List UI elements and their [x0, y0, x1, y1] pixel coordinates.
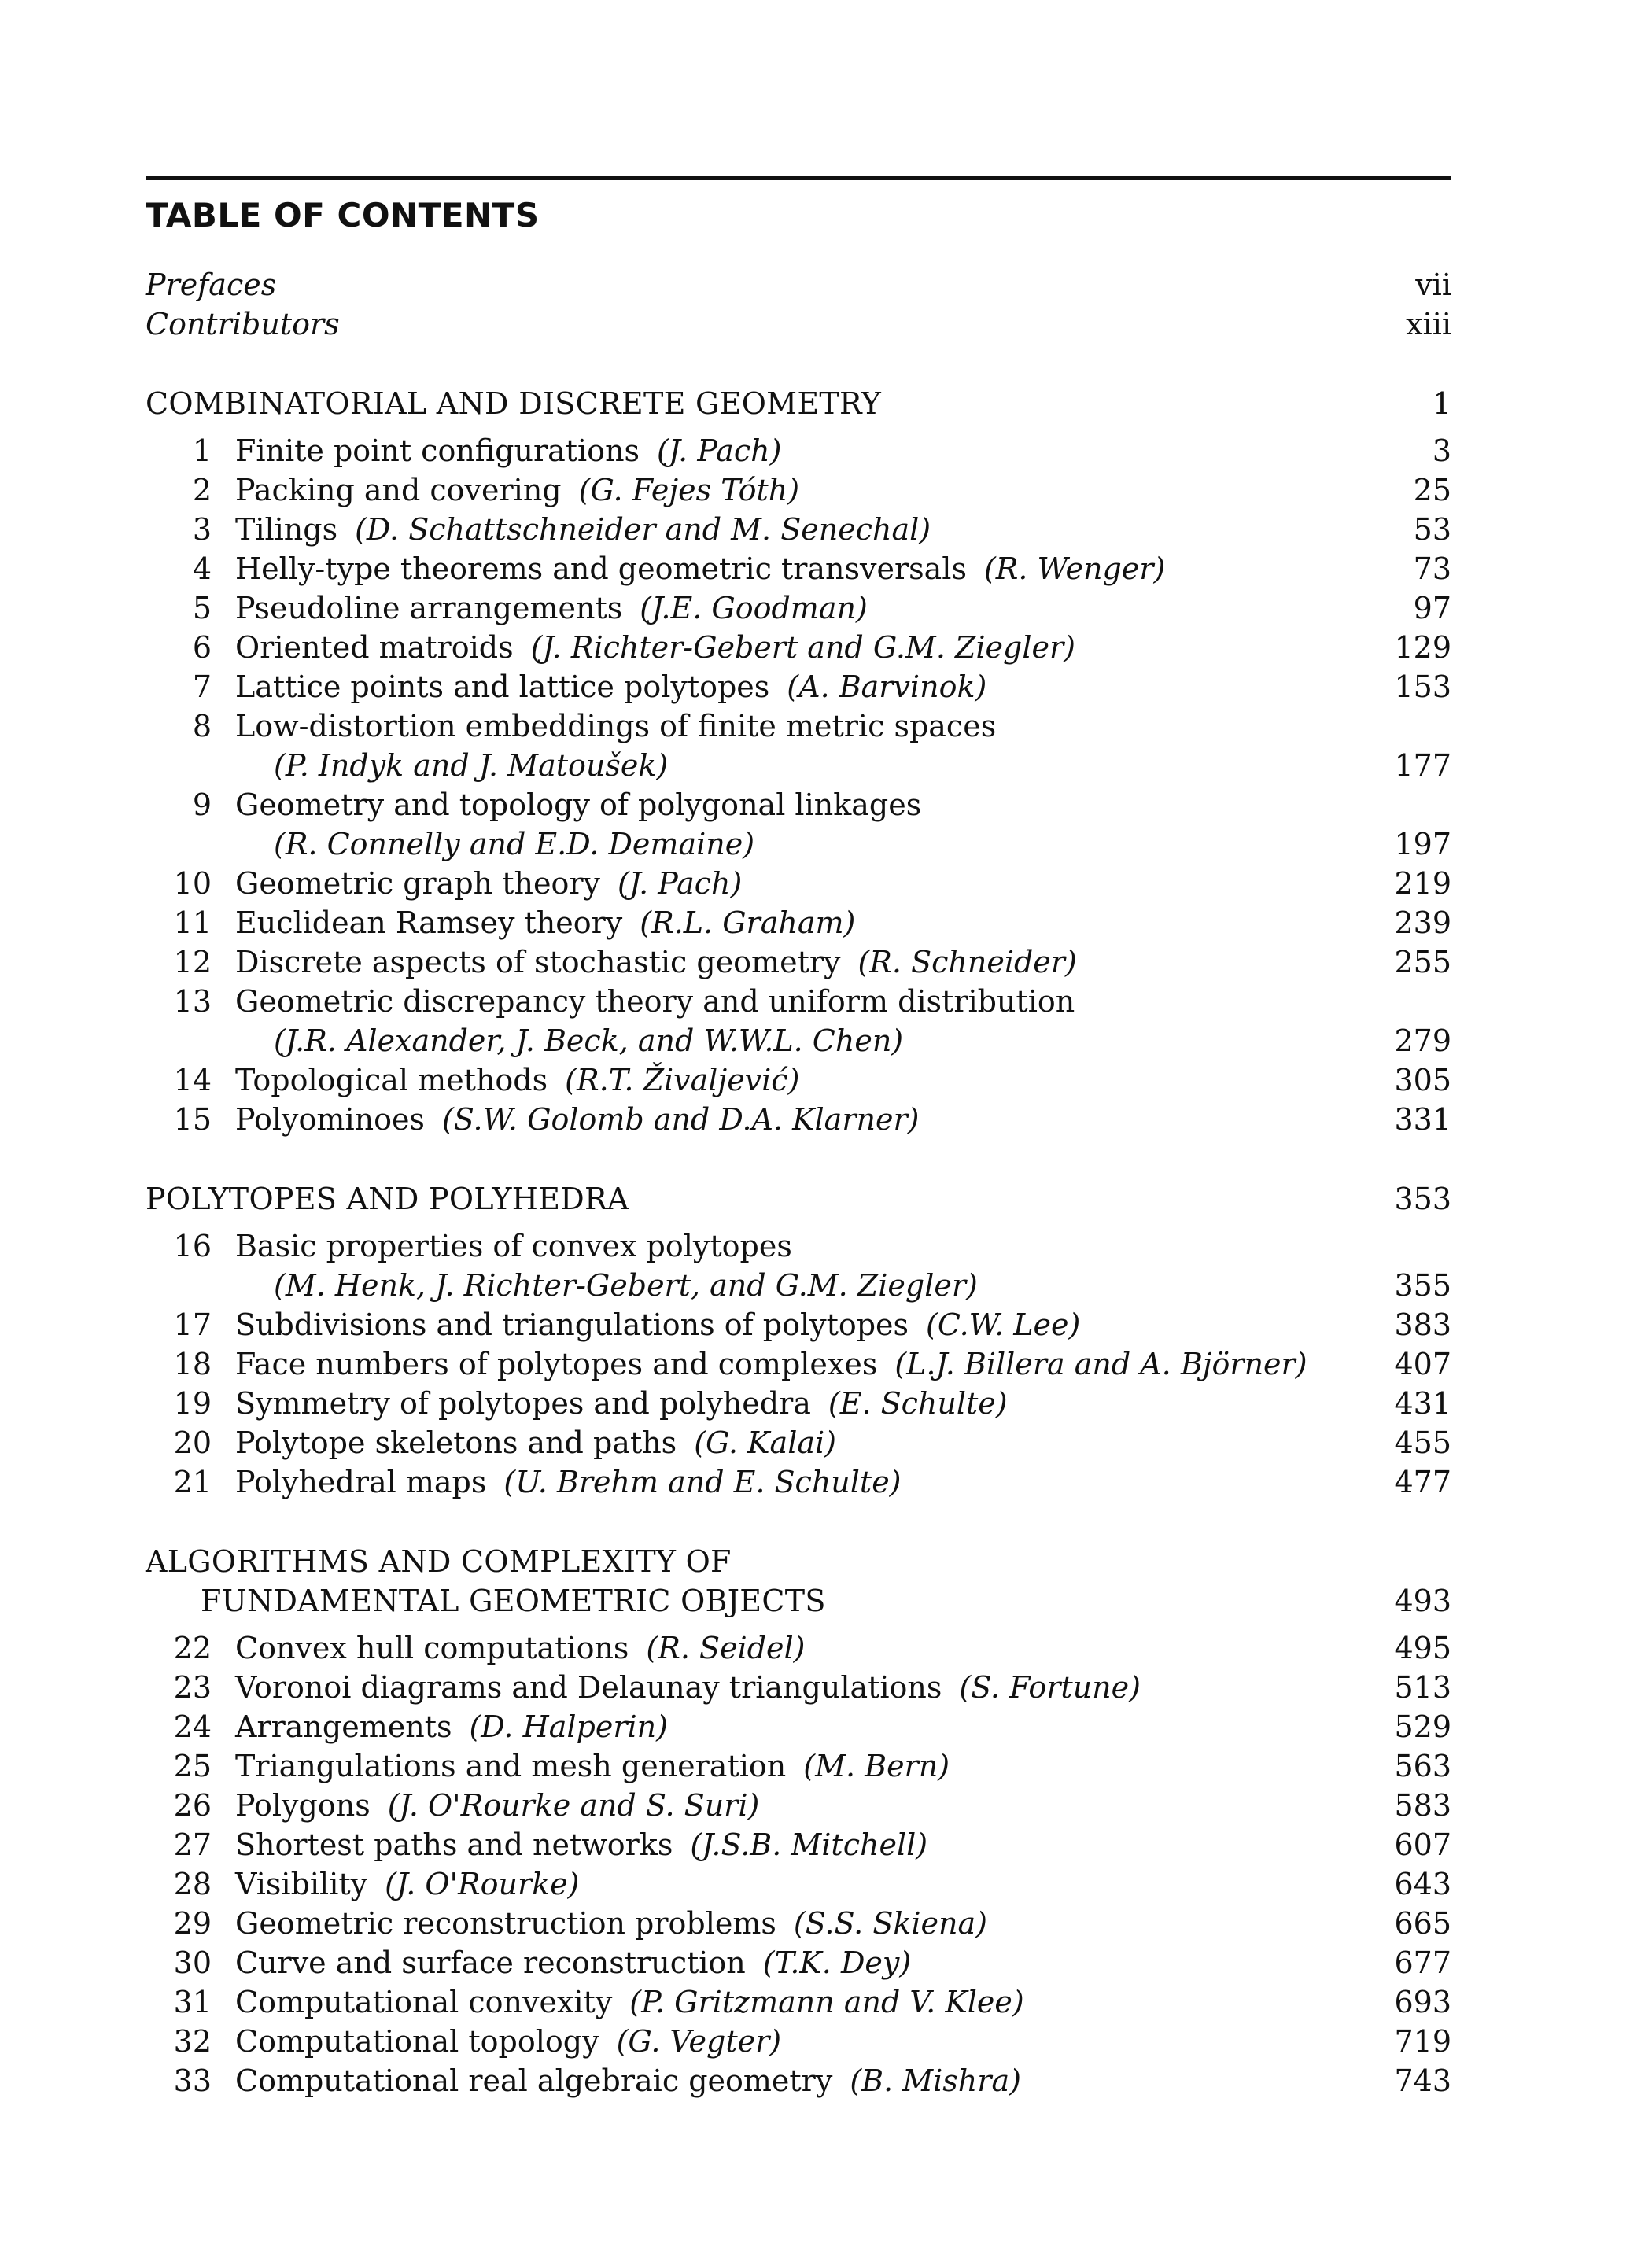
- chapter-row: [146, 785, 1451, 824]
- chapter-title-text: Face numbers of polytopes and complexes: [235, 1347, 878, 1381]
- chapter-title: [235, 1707, 668, 1746]
- chapter-title-text: Computational real algebraic geometry: [235, 2063, 833, 2098]
- chapter-authors: (C.W. Lee): [926, 1307, 1081, 1342]
- chapter-row: [146, 1344, 1451, 1384]
- chapter-authors: (R. Schneider): [857, 945, 1077, 979]
- chapter-authors: (J.R. Alexander, J. Beck, and W.W.L. Chen): [274, 1023, 904, 1058]
- chapter-page: 153: [1394, 669, 1451, 704]
- chapter-page: 355: [1394, 1268, 1451, 1303]
- chapter-row: [146, 667, 1451, 706]
- chapter-title: [235, 1060, 799, 1100]
- chapter-title: [235, 549, 1165, 588]
- toc-section: [146, 384, 1451, 1139]
- chapter-page: 455: [1394, 1425, 1451, 1460]
- chapter-row: [146, 1982, 1451, 2022]
- front-matter-row: [146, 265, 1451, 304]
- chapter-number: 30: [173, 1945, 212, 1980]
- chapter-title: [235, 1628, 805, 1668]
- chapter-title-text: Pseudoline arrangements: [235, 591, 623, 625]
- chapter-row: [146, 942, 1451, 982]
- chapter-title-text: Basic properties of convex polytopes: [235, 1229, 792, 1263]
- chapter-title: [235, 1943, 911, 1982]
- chapter-number: 23: [173, 1670, 212, 1705]
- chapter-title-text: Geometric discrepancy theory and uniform distribution: [235, 984, 1075, 1019]
- chapter-number: 17: [173, 1307, 212, 1342]
- chapter-title: [235, 1825, 927, 1864]
- chapter-row: [146, 706, 1451, 746]
- front-matter-title: Contributors: [146, 307, 340, 341]
- chapter-authors: (J. O'Rourke): [385, 1867, 580, 1901]
- chapter-row-continued: [146, 746, 1451, 785]
- chapter-title-text: Euclidean Ramsey theory: [235, 905, 623, 940]
- chapter-number: 15: [173, 1102, 212, 1137]
- chapter-number: 10: [173, 866, 212, 901]
- chapter-page: 743: [1394, 2063, 1451, 2098]
- chapter-title-text: Polytope skeletons and paths: [235, 1425, 677, 1460]
- chapter-title-text: Convex hull computations: [235, 1631, 629, 1665]
- front-matter-row: [146, 304, 1451, 344]
- chapter-title: [235, 1462, 902, 1502]
- section-title: COMBINATORIAL AND DISCRETE GEOMETRY: [146, 386, 882, 421]
- chapter-authors: (M. Henk, J. Richter-Gebert, and G.M. Ziegler): [274, 1268, 978, 1303]
- chapter-page: 665: [1394, 1906, 1451, 1941]
- front-matter-title: Prefaces: [146, 267, 277, 302]
- chapter-title: [235, 1344, 1307, 1384]
- chapter-authors: (D. Schattschneider and M. Senechal): [355, 512, 931, 547]
- chapter-number: 22: [173, 1631, 212, 1665]
- chapter-row: [146, 1668, 1451, 1707]
- chapter-page: 495: [1394, 1631, 1451, 1665]
- chapter-number: 6: [192, 630, 212, 665]
- chapter-number: 11: [173, 905, 212, 940]
- chapter-row: [146, 982, 1451, 1021]
- chapter-number: 18: [173, 1347, 212, 1381]
- chapter-title-text: Triangulations and mesh generation: [235, 1749, 787, 1783]
- chapter-page: 719: [1394, 2024, 1451, 2059]
- chapter-page: 239: [1394, 905, 1451, 940]
- chapter-title: [235, 628, 1075, 667]
- chapter-title: [235, 706, 996, 746]
- chapter-title: [235, 2022, 781, 2061]
- chapter-authors: (J. Pach): [617, 866, 743, 901]
- chapter-title: [235, 1786, 759, 1825]
- chapter-authors: (J. Pach): [657, 433, 782, 468]
- section-title: POLYTOPES AND POLYHEDRA: [146, 1182, 629, 1216]
- chapter-page: 607: [1394, 1827, 1451, 1862]
- chapter-title-text: Shortest paths and networks: [235, 1827, 673, 1862]
- chapter-number: 29: [173, 1906, 212, 1941]
- front-matter-page: xiii: [1406, 307, 1451, 341]
- chapter-page: 25: [1413, 473, 1451, 507]
- chapter-authors: (R.L. Graham): [640, 905, 856, 940]
- toc-page: [146, 176, 1451, 2100]
- chapter-row: [146, 1423, 1451, 1462]
- chapter-number: 28: [173, 1867, 212, 1901]
- page-title: TABLE OF CONTENTS: [146, 196, 540, 234]
- chapter-title-text: Symmetry of polytopes and polyhedra: [235, 1386, 811, 1421]
- chapter-number: 2: [192, 473, 212, 507]
- chapter-row: [146, 1305, 1451, 1344]
- chapter-title: [235, 470, 799, 510]
- chapter-page: 53: [1413, 512, 1451, 547]
- chapter-title: [235, 1423, 836, 1462]
- chapter-row: [146, 1628, 1451, 1668]
- chapter-page: 583: [1394, 1788, 1451, 1823]
- chapter-number: 13: [173, 984, 212, 1019]
- chapter-row: [146, 1864, 1451, 1904]
- chapter-row-continued: [146, 824, 1451, 864]
- chapter-row: [146, 470, 1451, 510]
- chapter-number: 7: [192, 669, 212, 704]
- front-matter-page: vii: [1415, 267, 1451, 302]
- chapter-authors: (J. Richter-Gebert and G.M. Ziegler): [530, 630, 1075, 665]
- chapter-number: 5: [192, 591, 212, 625]
- chapter-page: 279: [1394, 1023, 1451, 1058]
- chapter-row: [146, 903, 1451, 942]
- chapter-title: [235, 510, 931, 549]
- section-page: 353: [1394, 1182, 1451, 1216]
- chapter-page: 177: [1394, 748, 1451, 783]
- chapter-number: 12: [173, 945, 212, 979]
- chapter-authors: (G. Fejes Tóth): [578, 473, 800, 507]
- chapter-number: 33: [173, 2063, 212, 2098]
- chapter-title: [235, 1100, 919, 1139]
- section-heading-row: [146, 1581, 1451, 1621]
- chapter-title-text: Curve and surface reconstruction: [235, 1945, 746, 1980]
- chapter-title: [235, 588, 868, 628]
- chapter-number: 14: [173, 1063, 212, 1097]
- chapter-number: 4: [192, 551, 212, 586]
- chapter-page: 197: [1394, 827, 1451, 861]
- chapter-authors: (E. Schulte): [828, 1386, 1008, 1421]
- chapter-page: 431: [1394, 1386, 1451, 1421]
- chapter-title-text: Packing and covering: [235, 473, 562, 507]
- section-heading-row: [146, 1179, 1451, 1219]
- chapter-title: [235, 2061, 1021, 2100]
- chapter-title: [235, 1305, 1080, 1344]
- section-title-continued: FUNDAMENTAL GEOMETRIC OBJECTS: [201, 1584, 826, 1618]
- chapter-title: [235, 1226, 792, 1266]
- chapter-title-text: Visibility: [235, 1867, 368, 1901]
- chapter-row: [146, 431, 1451, 470]
- chapter-title-text: Tilings: [235, 512, 338, 547]
- chapter-page: 305: [1394, 1063, 1451, 1097]
- chapter-authors: (R. Wenger): [983, 551, 1166, 586]
- section-page: 493: [1394, 1584, 1451, 1618]
- chapter-number: 21: [173, 1465, 212, 1499]
- chapter-row: [146, 1100, 1451, 1139]
- chapter-row: [146, 549, 1451, 588]
- section-heading-row: [146, 1542, 1451, 1581]
- chapter-row: [146, 2022, 1451, 2061]
- chapter-row-continued: [146, 1021, 1451, 1060]
- chapter-title-text: Arrangements: [235, 1709, 452, 1744]
- chapter-page: 693: [1394, 1985, 1451, 2019]
- chapter-title-text: Subdivisions and triangulations of polytopes: [235, 1307, 909, 1342]
- chapter-authors: (J.E. Goodman): [640, 591, 868, 625]
- chapter-authors: (P. Indyk and J. Matoušek): [274, 748, 669, 783]
- chapter-title: [235, 864, 742, 903]
- chapter-title: [235, 1668, 1141, 1707]
- chapter-authors: (G. Kalai): [694, 1425, 837, 1460]
- chapter-authors: (A. Barvinok): [787, 669, 987, 704]
- chapter-number: 25: [173, 1749, 212, 1783]
- chapter-title-text: Computational convexity: [235, 1985, 613, 2019]
- chapter-title-text: Computational topology: [235, 2024, 599, 2059]
- chapter-number: 27: [173, 1827, 212, 1862]
- chapter-page: 563: [1394, 1749, 1451, 1783]
- chapter-authors: (M. Bern): [803, 1749, 950, 1783]
- chapter-authors: (D. Halperin): [469, 1709, 668, 1744]
- chapter-title-text: Geometric reconstruction problems: [235, 1906, 776, 1941]
- chapter-page: 477: [1394, 1465, 1451, 1499]
- chapter-row: [146, 628, 1451, 667]
- toc-sections: [146, 384, 1451, 2100]
- chapter-title: [235, 1904, 987, 1943]
- chapter-title: [235, 1982, 1024, 2022]
- chapter-authors: (S.S. Skiena): [793, 1906, 987, 1941]
- chapter-title: [235, 785, 921, 824]
- chapter-title-text: Geometry and topology of polygonal linkages: [235, 787, 922, 822]
- chapter-page: 331: [1394, 1102, 1451, 1137]
- section-page: 1: [1432, 386, 1451, 421]
- chapter-title: [235, 1384, 1008, 1423]
- chapter-page: 3: [1432, 433, 1451, 468]
- chapter-page: 129: [1394, 630, 1451, 665]
- chapter-title: [235, 667, 986, 706]
- chapter-number: 9: [192, 787, 212, 822]
- chapter-authors: (R.T. Živaljević): [565, 1063, 800, 1097]
- chapter-title: [235, 1746, 950, 1786]
- chapter-row: [146, 1825, 1451, 1864]
- chapter-authors: (B. Mishra): [850, 2063, 1021, 2098]
- chapter-row: [146, 1226, 1451, 1266]
- chapter-row: [146, 2061, 1451, 2100]
- chapter-row: [146, 1786, 1451, 1825]
- chapter-authors: (S.W. Golomb and D.A. Klarner): [441, 1102, 920, 1137]
- chapter-row: [146, 864, 1451, 903]
- chapter-authors: (J. O'Rourke and S. Suri): [387, 1788, 760, 1823]
- chapter-number: 19: [173, 1386, 212, 1421]
- chapter-title: [235, 431, 781, 470]
- chapter-title: [235, 982, 1075, 1021]
- chapter-title-text: Lattice points and lattice polytopes: [235, 669, 770, 704]
- chapter-title-text: Finite point configurations: [235, 433, 640, 468]
- chapter-number: 1: [192, 433, 212, 468]
- chapter-page: 407: [1394, 1347, 1451, 1381]
- chapter-number: 16: [173, 1229, 212, 1263]
- chapter-number: 26: [173, 1788, 212, 1823]
- chapter-title-text: Polyominoes: [235, 1102, 425, 1137]
- chapter-page: 255: [1394, 945, 1451, 979]
- chapter-page: 677: [1394, 1945, 1451, 1980]
- toc-section: [146, 1542, 1451, 2100]
- chapter-page: 97: [1413, 591, 1451, 625]
- chapter-authors: (P. Gritzmann and V. Klee): [629, 1985, 1024, 2019]
- chapter-title-text: Polyhedral maps: [235, 1465, 487, 1499]
- chapter-title: [235, 903, 855, 942]
- chapter-page: 643: [1394, 1867, 1451, 1901]
- toc-section: [146, 1179, 1451, 1502]
- chapter-authors: (R. Seidel): [646, 1631, 806, 1665]
- chapter-row: [146, 510, 1451, 549]
- chapter-number: 8: [192, 709, 212, 743]
- chapter-page: 529: [1394, 1709, 1451, 1744]
- chapter-title-text: Low-distortion embeddings of finite metric spaces: [235, 709, 997, 743]
- chapter-row: [146, 1462, 1451, 1502]
- chapter-row: [146, 1060, 1451, 1100]
- chapter-number: 3: [192, 512, 212, 547]
- chapter-authors: (L.J. Billera and A. Björner): [894, 1347, 1307, 1381]
- chapter-authors: (T.K. Dey): [762, 1945, 912, 1980]
- section-heading-row: [146, 384, 1451, 423]
- top-rule: [146, 176, 1451, 180]
- chapter-authors: (R. Connelly and E.D. Demaine): [274, 827, 755, 861]
- chapter-title-text: Topological methods: [235, 1063, 548, 1097]
- chapter-row: [146, 1904, 1451, 1943]
- chapter-title-text: Discrete aspects of stochastic geometry: [235, 945, 841, 979]
- chapter-title: [235, 1864, 579, 1904]
- section-title: ALGORITHMS AND COMPLEXITY OF: [146, 1544, 732, 1579]
- chapter-number: 32: [173, 2024, 212, 2059]
- chapter-title-text: Oriented matroids: [235, 630, 514, 665]
- chapter-number: 20: [173, 1425, 212, 1460]
- chapter-row: [146, 1746, 1451, 1786]
- chapter-authors: (S. Fortune): [959, 1670, 1141, 1705]
- chapter-authors: (U. Brehm and E. Schulte): [503, 1465, 902, 1499]
- chapter-page: 383: [1394, 1307, 1451, 1342]
- chapter-page: 513: [1394, 1670, 1451, 1705]
- chapter-authors: (G. Vegter): [616, 2024, 782, 2059]
- chapter-page: 73: [1413, 551, 1451, 586]
- chapter-number: 24: [173, 1709, 212, 1744]
- chapter-number: 31: [173, 1985, 212, 2019]
- chapter-row: [146, 1943, 1451, 1982]
- chapter-authors: (J.S.B. Mitchell): [690, 1827, 928, 1862]
- chapter-row: [146, 1384, 1451, 1423]
- chapter-row-continued: [146, 1266, 1451, 1305]
- chapter-title-text: Helly-type theorems and geometric transversals: [235, 551, 967, 586]
- chapter-title: [235, 942, 1077, 982]
- chapter-title-text: Voronoi diagrams and Delaunay triangulations: [235, 1670, 942, 1705]
- chapter-title-text: Geometric graph theory: [235, 866, 600, 901]
- chapter-page: 219: [1394, 866, 1451, 901]
- chapter-row: [146, 588, 1451, 628]
- chapter-title-text: Polygons: [235, 1788, 371, 1823]
- chapter-row: [146, 1707, 1451, 1746]
